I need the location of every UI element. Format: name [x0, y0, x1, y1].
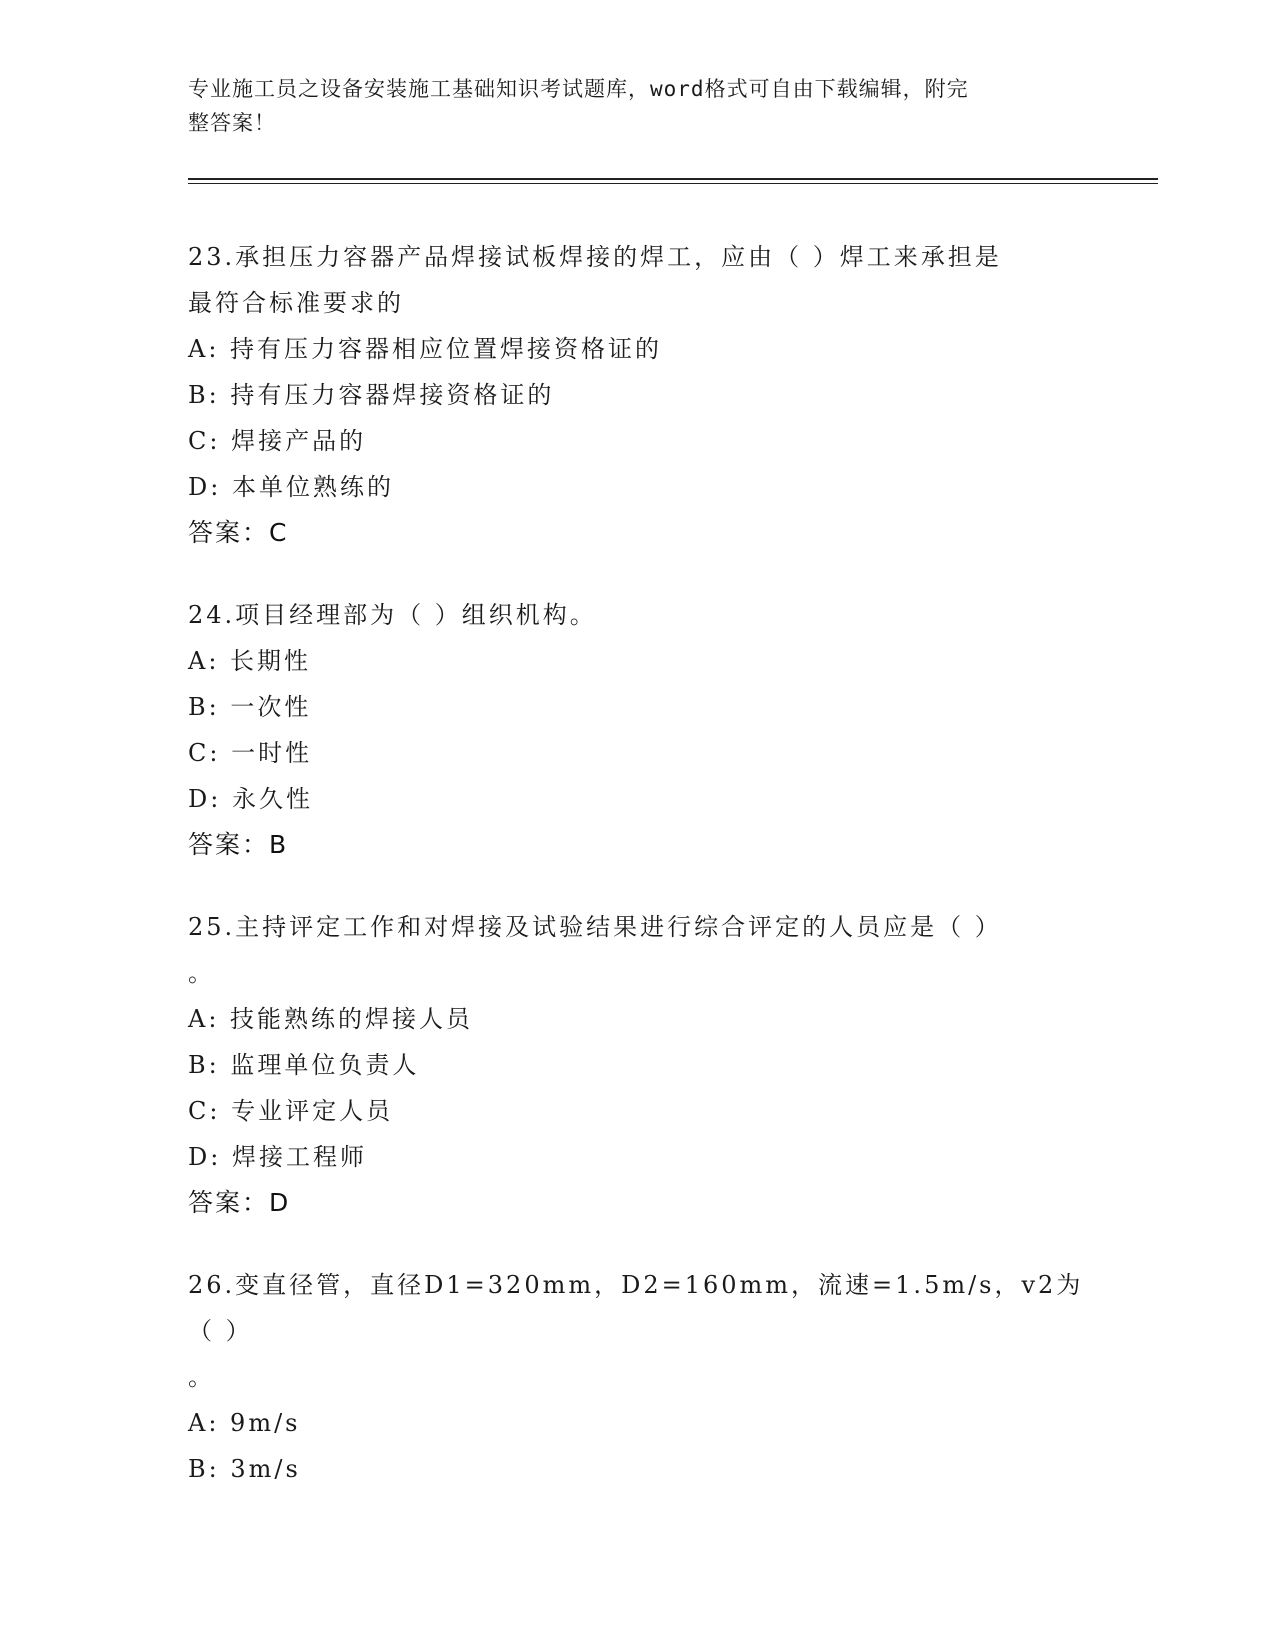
document-header — [188, 72, 1068, 140]
question-stem-line-2: 最符合标准要求的 — [188, 289, 404, 317]
answer-label: 答案：B — [188, 830, 289, 859]
answer-label: 答案：D — [188, 1188, 291, 1217]
option-b: B: 持有压力容器焊接资格证的 — [188, 381, 555, 409]
option-c: C: 专业评定人员 — [188, 1097, 394, 1125]
question-stem-line-1: 24.项目经理部为（ ）组织机构。 — [188, 601, 597, 629]
question-stem-line-1: 26.变直径管，直径D1=320mm，D2=160mm，流速=1.5m/s，v2为（ ） — [188, 1271, 1084, 1345]
option-d: D: 永久性 — [188, 785, 313, 813]
option-b: B: 监理单位负责人 — [188, 1051, 420, 1079]
question-25 — [188, 904, 1088, 1226]
option-a: A: 9m/s — [188, 1409, 301, 1437]
option-a: A: 持有压力容器相应位置焊接资格证的 — [188, 335, 663, 363]
option-c: C: 焊接产品的 — [188, 427, 367, 455]
question-24 — [188, 592, 1088, 868]
header-line-2: 整答案！ — [188, 111, 276, 135]
option-c: C: 一时性 — [188, 739, 313, 767]
question-stem-line-1: 23.承担压力容器产品焊接试板焊接的焊工，应由（ ）焊工来承担是 — [188, 243, 1002, 271]
header-divider-thin — [188, 183, 1158, 184]
option-a: A: 技能熟练的焊接人员 — [188, 1005, 474, 1033]
option-b: B: 3m/s — [188, 1455, 301, 1483]
option-d: D: 本单位熟练的 — [188, 473, 394, 501]
option-a: A: 长期性 — [188, 647, 312, 675]
header-line-1: 专业施工员之设备安装施工基础知识考试题库，word格式可自由下载编辑，附完 — [188, 77, 969, 101]
header-divider-thick — [188, 178, 1158, 180]
question-26 — [188, 1262, 1088, 1492]
question-list — [188, 234, 1088, 1528]
question-23 — [188, 234, 1088, 556]
question-stem-line-2: 。 — [188, 1363, 215, 1391]
option-b: B: 一次性 — [188, 693, 312, 721]
option-d: D: 焊接工程师 — [188, 1143, 367, 1171]
question-stem-line-2: 。 — [188, 959, 215, 987]
answer-label: 答案：C — [188, 518, 289, 547]
question-stem-line-1: 25.主持评定工作和对焊接及试验结果进行综合评定的人员应是（ ） — [188, 913, 1002, 941]
